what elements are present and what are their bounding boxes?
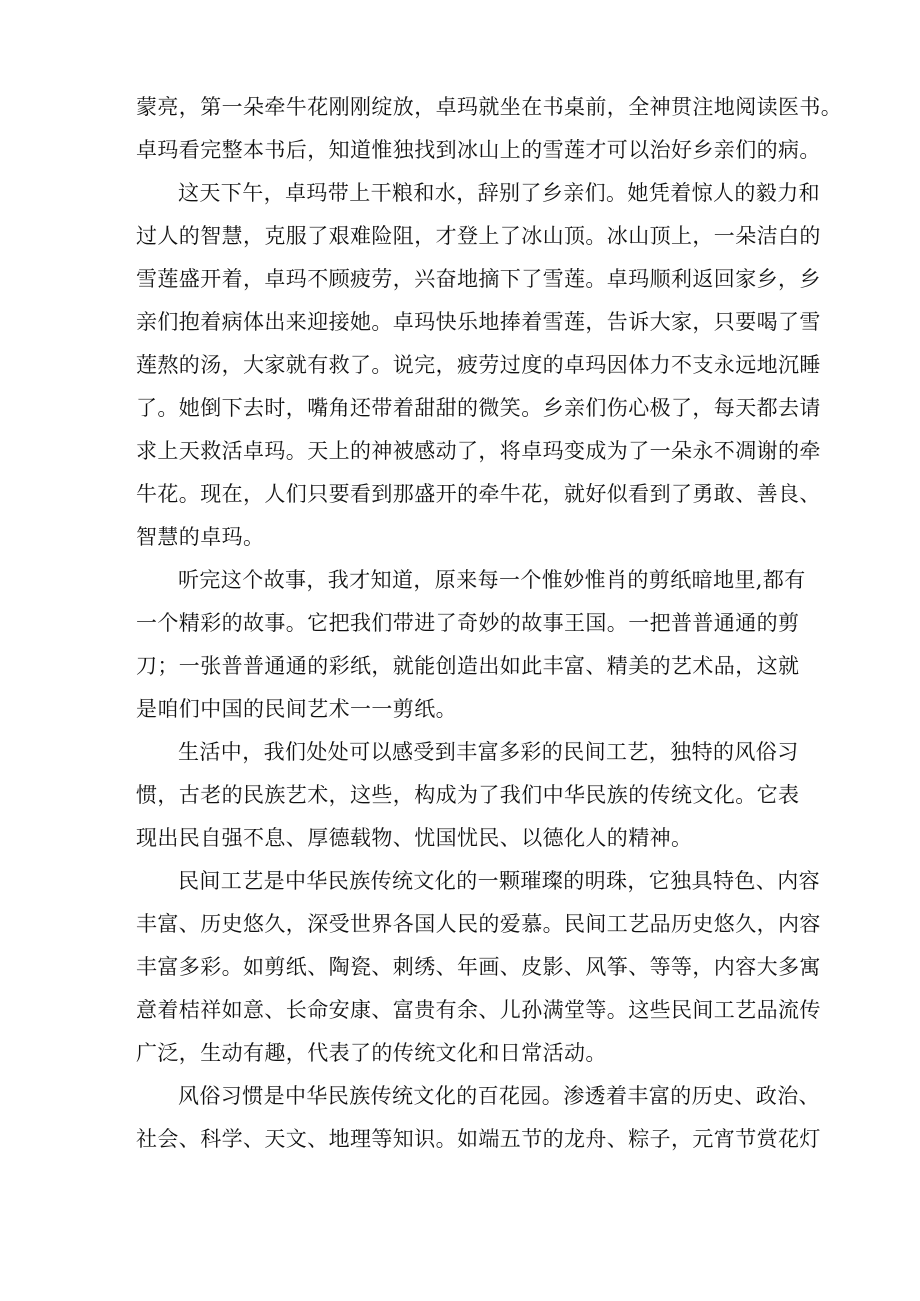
text-line: 这天下午，卓玛带上干粮和水，辞别了乡亲们。她凭着惊人的毅力和	[178, 181, 820, 205]
text-line: 广泛，生动有趣，代表了的传统文化和日常活动。	[136, 1041, 607, 1065]
text-line: 现出民自强不息、厚德载物、忧国忧民、以德化人的精神。	[136, 826, 693, 850]
text-line: 民间工艺是中华民族传统文化的一颗璀璨的明珠，它独具特色、内容	[178, 869, 820, 893]
text-line: 丰富、历史悠久，深受世界各国人民的爱慕。民间工艺品历史悠久，内容	[136, 912, 821, 936]
text-line: 意着桔祥如意、长命安康、富贵有余、儿孙满堂等。这些民间工艺品流传	[136, 998, 821, 1022]
text-line: 丰富多彩。如剪纸、陶瓷、刺绣、年画、皮影、风筝、等等，内容大多寓	[136, 955, 821, 979]
text-line: 风俗习惯是中华民族传统文化的百花园。渗透着丰富的历史、政治、	[178, 1084, 820, 1108]
text-line: 刀；一张普普通通的彩纸，就能创造出如此丰富、精美的艺术品，这就	[136, 654, 800, 678]
text-line: 求上天救活卓玛。天上的神被感动了，将卓玛变成为了一朵永不凋谢的牵	[136, 439, 821, 463]
text-line: 智慧的卓玛。	[136, 525, 265, 549]
text-line: 卓玛看完整本书后，知道惟独找到冰山上的雪莲才可以治好乡亲们的病。	[136, 138, 821, 162]
text-line: 雪莲盛开着，卓玛不顾疲劳，兴奋地摘下了雪莲。卓玛顺利返回家乡，乡	[136, 267, 821, 291]
text-line: 一个精彩的故事。它把我们带进了奇妙的故事王国。一把普普通通的剪	[136, 611, 800, 635]
text-line: 蒙亮，第一朵牵牛花刚刚绽放，卓玛就坐在书桌前，全神贯注地阅读医书。	[136, 95, 843, 119]
text-line: 是咱们中国的民间艺术一一剪纸。	[136, 697, 457, 721]
text-line: 惯，古老的民族艺术，这些，构成为了我们中华民族的传统文化。它表	[136, 783, 800, 807]
text-line: 了。她倒下去时，嘴角还带着甜甜的微笑。乡亲们伤心极了，每天都去请	[136, 396, 821, 420]
text-line: 社会、科学、天文、地理等知识。如端五节的龙舟、粽子，元宵节赏花灯	[136, 1127, 821, 1151]
text-line: 亲们抱着病体出来迎接她。卓玛快乐地捧着雪莲，告诉大家，只要喝了雪	[136, 310, 821, 334]
text-line: 听完这个故事，我才知道，原来每一个惟妙惟肖的剪纸暗地里,都有	[178, 568, 806, 592]
text-line: 过人的智慧，克服了艰难险阻，才登上了冰山顶。冰山顶上，一朵洁白的	[136, 224, 821, 248]
text-line: 生活中，我们处处可以感受到丰富多彩的民间工艺，独特的风俗习	[178, 740, 799, 764]
text-line: 牛花。现在，人们只要看到那盛开的牵牛花，就好似看到了勇敢、善良、	[136, 482, 821, 506]
text-line: 莲熬的汤，大家就有救了。说完，疲劳过度的卓玛因体力不支永远地沉睡	[136, 353, 821, 377]
